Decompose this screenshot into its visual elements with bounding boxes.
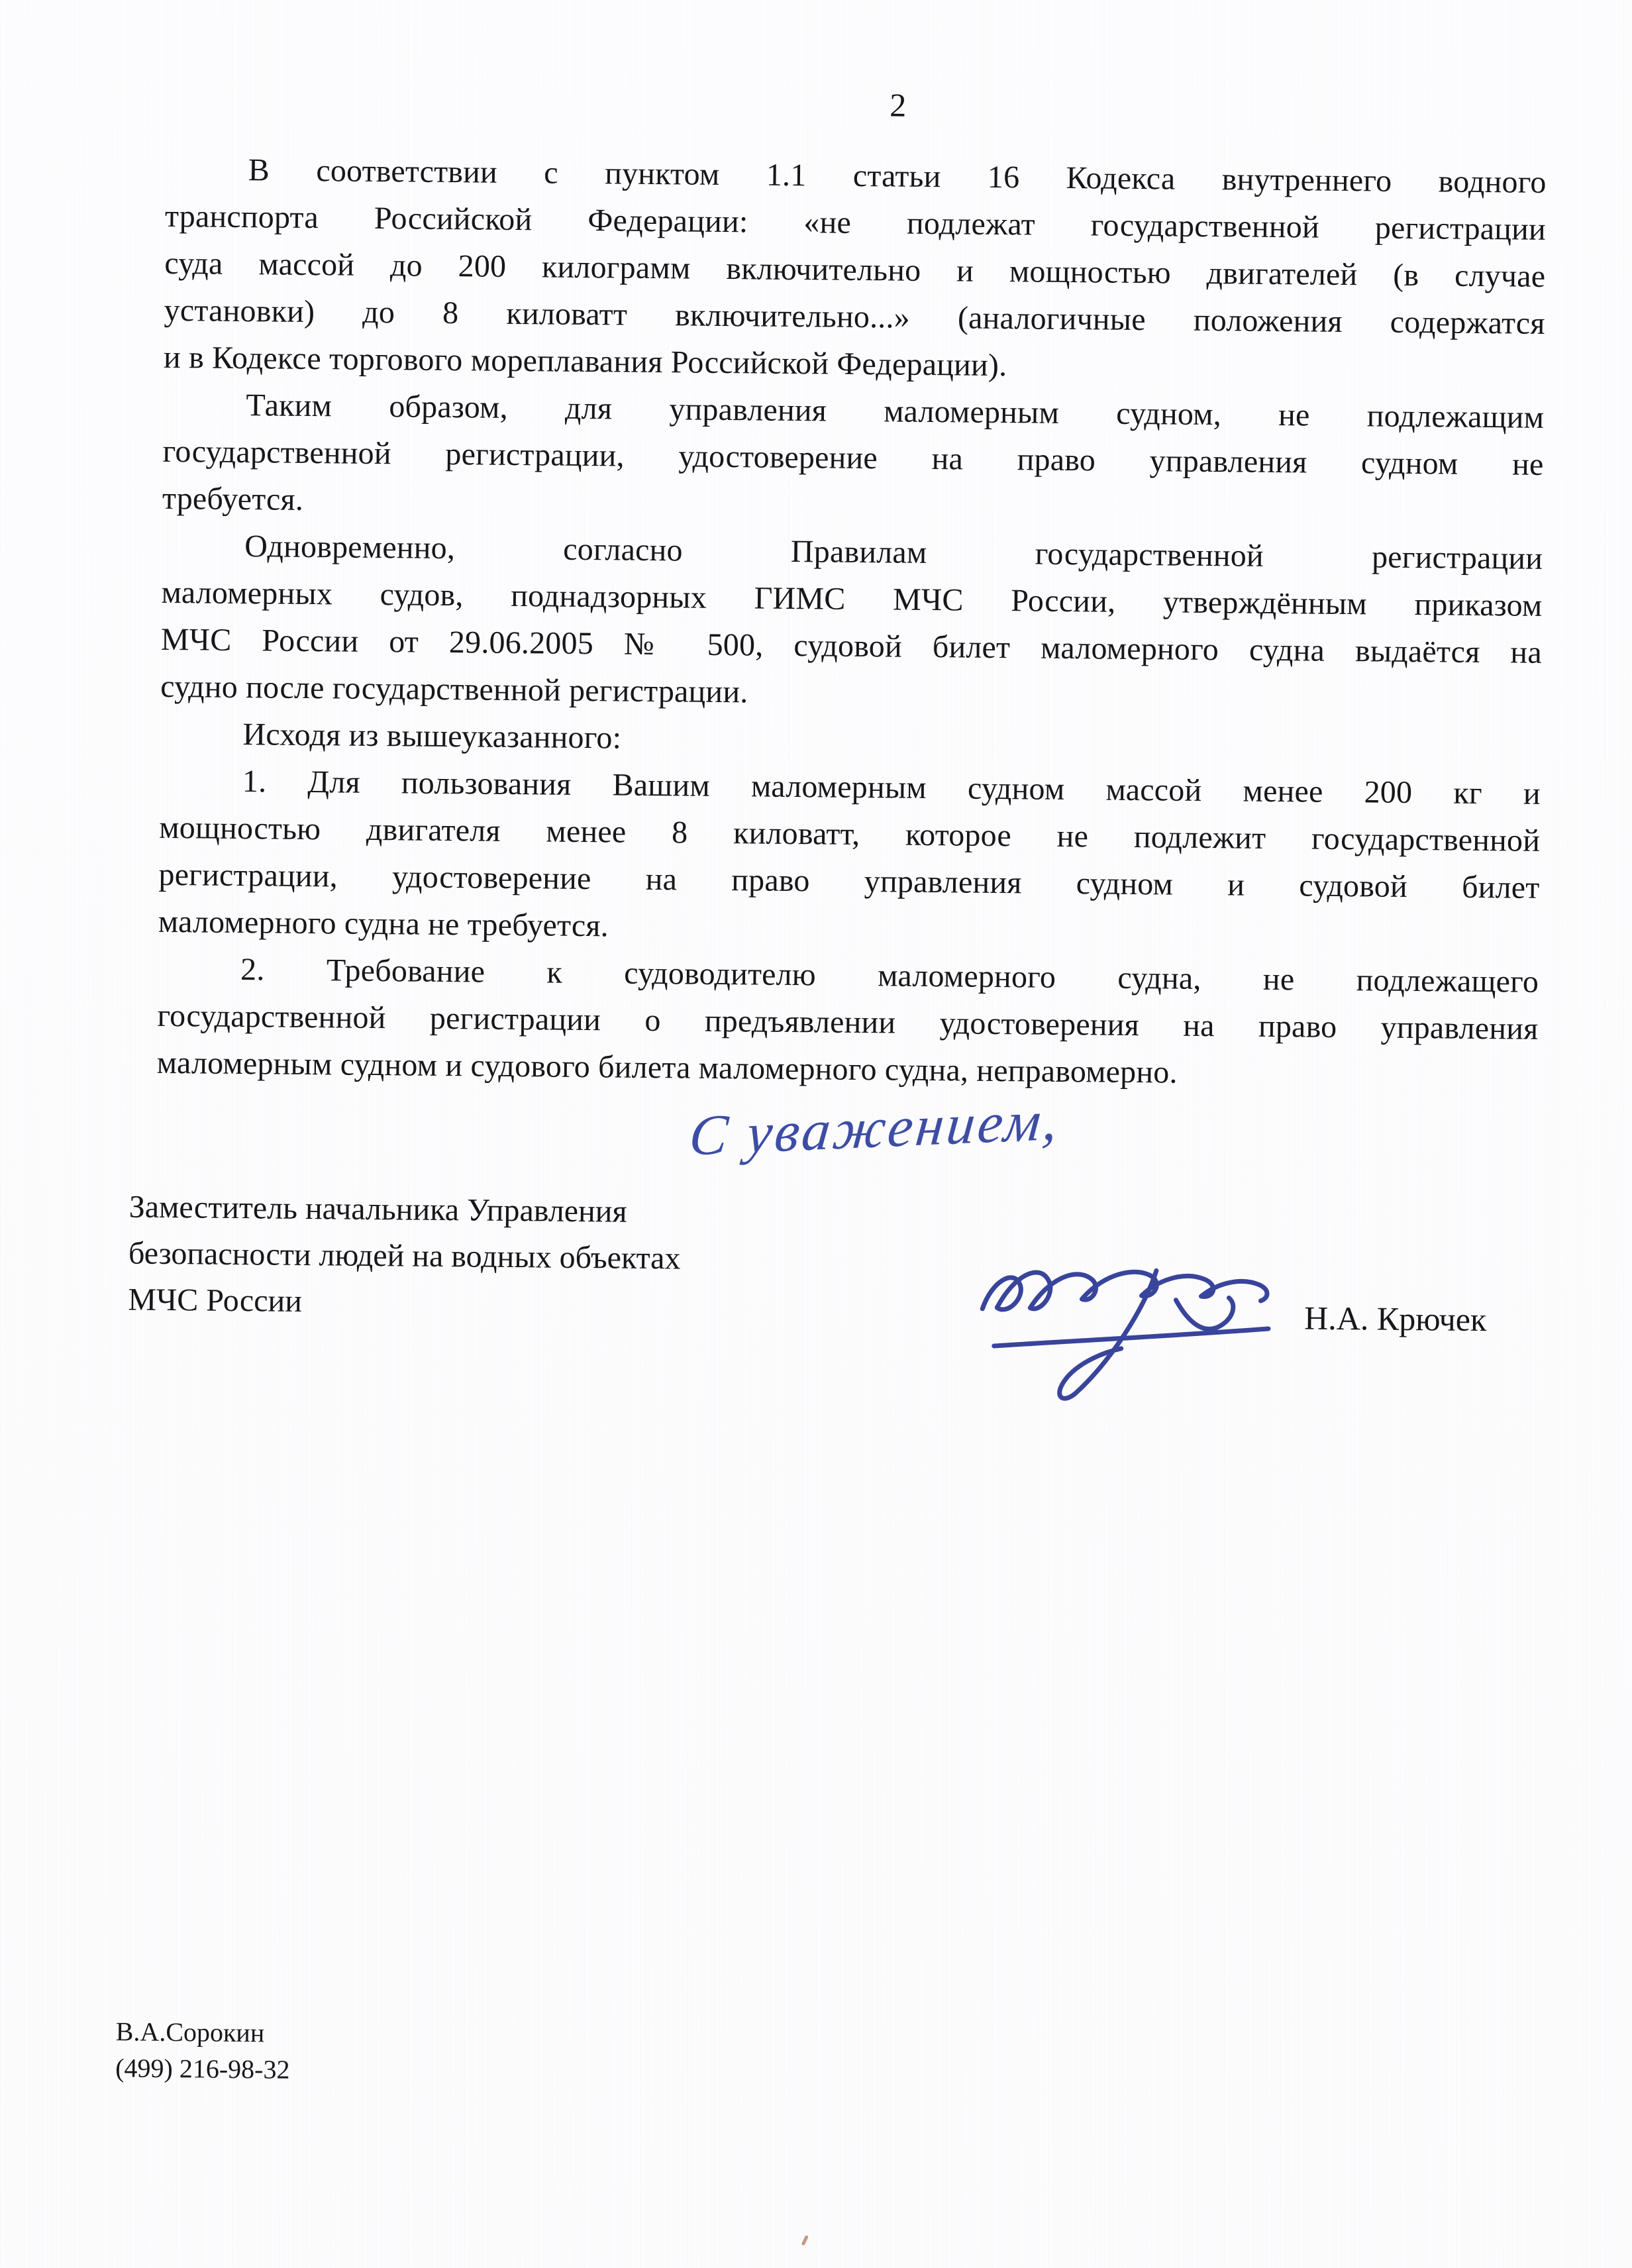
body-text-line: Исходя из вышеуказанного: [242, 717, 622, 756]
signature-descender-stroke [1060, 1270, 1156, 1400]
body-text-line: маломерных судов, поднадзорных ГИМС МЧС России, утверждённым приказом [161, 574, 1543, 623]
body-text-line: государственной регистрации, удостоверение на право управления судном не [162, 433, 1544, 482]
scan-artifact-speck [801, 2235, 809, 2246]
signature-upper-stroke [982, 1270, 1267, 1312]
executor-phone: (499) 216-98-32 [115, 2053, 290, 2085]
signatory-title-line: безопасности людей на водных объектах [128, 1235, 681, 1276]
signatory-title-line: Заместитель начальника Управления [128, 1189, 627, 1229]
body-text-line: транспорта Российской Федерации: «не подлежат государственной регистрации [164, 198, 1547, 247]
body-text-line: суда массой до 200 килограмм включительно и мощностью двигателей (в случае [164, 245, 1546, 294]
signatory-title-line: МЧС России [128, 1282, 303, 1319]
body-text-line: государственной регистрации о предъявлении удостоверения на право управления [157, 998, 1539, 1047]
body-text-line: и в Кодексе торгового мореплавания Российской Федерации). [163, 339, 1007, 384]
body-text-line: маломерным судном и судового билета маломерного судна, неправомерно. [156, 1045, 1178, 1090]
signatory-title [128, 1184, 758, 1329]
body-text-line: маломерного судна не требуется. [158, 903, 609, 944]
body-text-line: МЧС России от 29.06.2005 № 500, судовой билет маломерного судна выдаётся на [160, 621, 1543, 670]
body-text-line: В соответствии с пунктом 1.1 статьи 16 Кодекса внутреннего водного [248, 152, 1547, 200]
body-text-line: установки) до 8 киловатт включительно...» (аналогичные положения содержатся [164, 292, 1545, 341]
executor-contact [115, 2013, 290, 2088]
document-body [156, 146, 1547, 1100]
body-text-line: Одновременно, согласно Правилам государственной регистрации [244, 529, 1543, 576]
executor-name: В.А.Сорокин [115, 2016, 265, 2048]
body-text-line: регистрации, удостоверение на право управления судном и судовой билет [158, 856, 1540, 905]
signature-ink [956, 1208, 1316, 1416]
signatory-name: Н.А. Крючек [1303, 1299, 1487, 1339]
body-text-line: 2. Требование к судоводителю маломерного судна, не подлежащего [240, 952, 1539, 1000]
body-text-line: 1. Для пользования Вашим маломерным судном массой менее 200 кг и [242, 764, 1541, 811]
body-text-line: мощностью двигателя менее 8 киловатт, которое не подлежит государственной [158, 809, 1541, 858]
closing-handwritten-text: С уважением, [686, 1088, 1064, 1168]
body-text-line: требуется. [162, 480, 304, 517]
body-text-line: судно после государственной регистрации. [160, 668, 748, 710]
body-text-line: Таким образом, для управления маломерным судном, не подлежащим [246, 387, 1545, 435]
signature-loop-stroke [1176, 1298, 1233, 1329]
signature-underline-stroke [994, 1326, 1268, 1349]
page-number: 2 [889, 86, 907, 124]
